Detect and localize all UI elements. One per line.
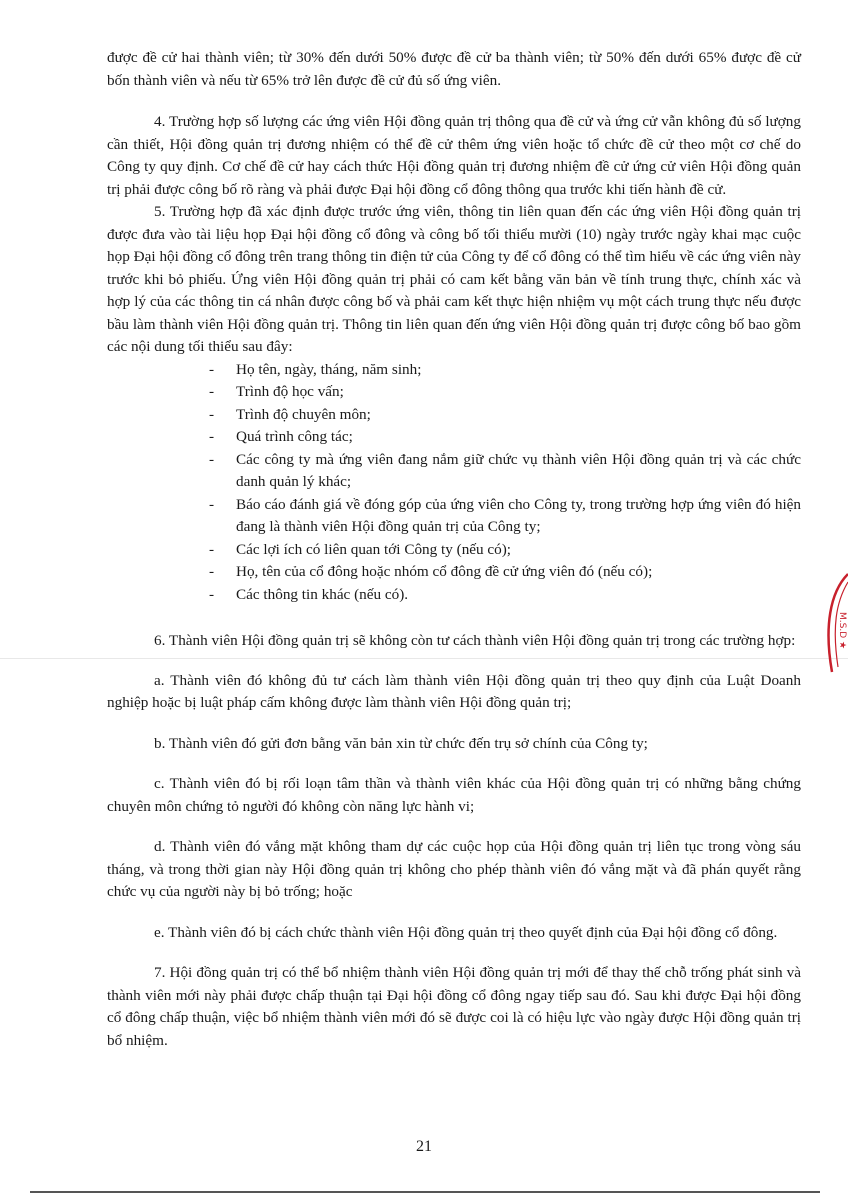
stamp-fragment-icon	[818, 572, 848, 682]
bullet-dash: -	[209, 585, 215, 603]
list-item: - Các thông tin khác (nếu có).	[107, 584, 801, 607]
bullet-dash: -	[209, 360, 215, 378]
list-item: - Các công ty mà ứng viên đang nắm giữ chức vụ thành viên Hội đồng quản trị và các chức danh quản lý khác;	[209, 450, 801, 490]
stamp-text: M.S.D ★	[837, 612, 847, 650]
list-item: - Họ, tên của cổ đông hoặc nhóm cổ đông đề cử ứng viên đó (nếu có);	[107, 561, 801, 584]
bullet-dash: -	[209, 563, 215, 580]
clause-5: 5. Trường hợp đã xác định được trước ứng viên, thông tin liên quan đến các ứng viên Hội đồng quản trị được đưa vào tài liệu họp Đại hội đồng cổ đông và công bố tối thiểu mười (10) ngày trước ngày khai mạc cuộc họp Đại hội đồng cổ đông trên trang thông tin điện tử của Công ty để cổ đông có thể tìm hiểu về các ứng viên này trước khi bỏ phiếu. Ứng viên Hội đồng quản trị phải có cam kết bằng văn bản về tính trung thực, chính xác và hợp lý của các thông tin cá nhân được công bố và phải cam kết thực hiện nhiệm vụ một cách trung thực nếu được bầu làm thành viên Hội đồng quản trị. Thông tin liên quan đến ứng viên Hội đồng quản trị được công bố bao gồm các nội dung tối thiểu sau đây:	[107, 203, 801, 355]
bullet-dash: -	[209, 428, 215, 445]
footer-divider	[30, 1191, 820, 1193]
bullet-dash: -	[209, 495, 215, 513]
clause-4: 4. Trường hợp số lượng các ứng viên Hội đồng quản trị thông qua đề cử và ứng cử vẫn không đủ số lượng cần thiết, Hội đồng quản trị đương nhiệm có thể đề cử thêm ứng viên hoặc tổ chức đề cử theo một cơ chế do Công ty quy định. Cơ chế đề cử hay cách thức Hội đồng quản trị đương nhiệm đề cử ứng cử viên Hội đồng quản trị phải được công bố rõ ràng và phải được Đại hội đồng cổ đông thông qua trước khi tiến hành đề cử.	[107, 113, 801, 198]
bullet-dash: -	[209, 405, 215, 423]
clause-7: 7. Hội đồng quản trị có thể bổ nhiệm thành viên Hội đồng quản trị mới để thay thế chỗ trống phát sinh và thành viên mới này phải được chấp thuận tại Đại hội đồng cổ đông ngay tiếp sau đó. Sau khi được Đại hội đồng cổ đông chấp thuận, việc bổ nhiệm thành viên mới đó sẽ được coi là có hiệu lực vào ngày được Hội đồng quản trị bổ nhiệm.	[107, 964, 801, 1049]
sub-item-c: c. Thành viên đó bị rối loạn tâm thần và thành viên khác của Hội đồng quản trị có những bằng chứng chuyên môn chứng tỏ người đó không còn năng lực hành vi;	[107, 775, 801, 815]
sub-item-e: e. Thành viên đó bị cách chức thành viên Hội đồng quản trị theo quyết định của Đại hội đồng cổ đông.	[154, 923, 778, 941]
bullet-dash: -	[209, 540, 215, 558]
sub-item-d: d. Thành viên đó vắng mặt không tham dự các cuộc họp của Hội đồng quản trị liên tục trong vòng sáu tháng, và trong thời gian này Hội đồng quản trị không cho phép thành viên đó vắng mặt và đã phán quyết rằng chức vụ của người này bị bỏ trống; hoặc	[107, 838, 801, 900]
list-item: - Các lợi ích có liên quan tới Công ty (nếu có);	[107, 539, 801, 562]
candidate-info-list	[107, 359, 801, 607]
list-item: - Quá trình công tác;	[107, 426, 801, 449]
sub-item-b: b. Thành viên đó gửi đơn bằng văn bản xin từ chức đến trụ sở chính của Công ty;	[154, 734, 648, 752]
sub-item-a: a. Thành viên đó không đủ tư cách làm thành viên Hội đồng quản trị theo quy định của Luật Doanh nghiệp hoặc bị luật pháp cấm không được làm thành viên Hội đồng quản trị;	[107, 671, 801, 711]
list-item: - Trình độ học vấn;	[107, 381, 801, 404]
clause-6: 6. Thành viên Hội đồng quản trị sẽ không còn tư cách thành viên Hội đồng quản trị trong các trường hợp:	[154, 632, 796, 649]
document-body	[107, 47, 801, 1052]
page-number: 21	[416, 1138, 432, 1155]
bullet-dash: -	[209, 450, 215, 468]
list-item: - Báo cáo đánh giá về đóng góp của ứng viên cho Công ty, trong trường hợp ứng viên đó hiện đang là thành viên Hội đồng quản trị của Công ty;	[209, 495, 801, 535]
list-item: - Họ tên, ngày, tháng, năm sinh;	[107, 359, 801, 382]
list-item: - Trình độ chuyên môn;	[107, 404, 801, 427]
bullet-dash: -	[209, 383, 215, 400]
intro-paragraph: được đề cử hai thành viên; từ 30% đến dưới 50% được đề cử ba thành viên; từ 50% đến dưới 65% được đề cử bốn thành viên và nếu từ 65% trở lên được đề cử đủ số ứng viên.	[107, 49, 801, 89]
